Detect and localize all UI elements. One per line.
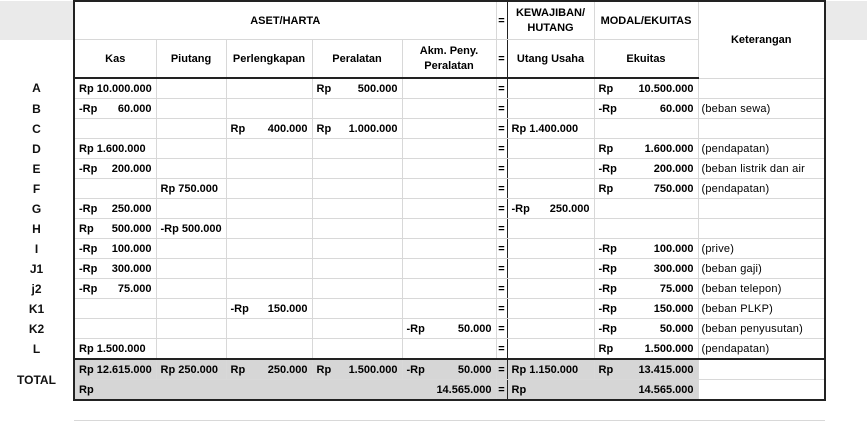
ekuitas-cell xyxy=(594,78,698,99)
row-label: j2 xyxy=(0,279,74,299)
keterangan-cell: (prive) xyxy=(698,239,825,259)
sum-keterangan xyxy=(698,380,825,401)
equals-header: = xyxy=(496,1,507,40)
kas-value: Rp 1.600.000 xyxy=(79,142,146,155)
row-header-blank-2 xyxy=(0,40,74,79)
perlengkapan-header: Perlengkapan xyxy=(226,40,312,79)
perlengkapan-cell xyxy=(226,259,312,279)
perlengkapan-cell xyxy=(226,99,312,119)
ekuitas-prefix: -Rp xyxy=(598,162,617,175)
akm-peny-cell xyxy=(402,339,496,360)
ekuitas-cell xyxy=(594,279,698,299)
aset-header: ASET/HARTA xyxy=(74,1,496,40)
kas-value: Rp 1.500.000 xyxy=(79,342,146,355)
total-ekuitas xyxy=(594,359,698,380)
empty-row xyxy=(74,400,825,421)
piutang-cell xyxy=(156,119,226,139)
perlengkapan-cell xyxy=(226,319,312,339)
kas-cell xyxy=(74,299,156,319)
kas-amount: 250.000 xyxy=(111,202,152,215)
table-row xyxy=(0,299,867,319)
spare-total xyxy=(825,359,867,380)
equals-cell: = xyxy=(496,99,507,119)
piutang-cell xyxy=(156,339,226,360)
peralatan-amount: 1.000.000 xyxy=(348,122,398,135)
spare-cell xyxy=(825,119,867,139)
keterangan-cell: (beban penyusutan) xyxy=(698,319,825,339)
keterangan-cell xyxy=(698,78,825,99)
total-perl-prefix: Rp xyxy=(230,363,246,376)
piutang-cell xyxy=(156,219,226,239)
perlengkapan-amount: 150.000 xyxy=(267,302,308,315)
kas-prefix: -Rp xyxy=(79,102,98,115)
ekuitas-cell xyxy=(594,259,698,279)
kas-cell xyxy=(74,119,156,139)
utang-usaha-cell xyxy=(507,319,594,339)
peralatan-cell xyxy=(312,239,402,259)
sum-right-prefix: Rp xyxy=(511,383,527,396)
total-equals: = xyxy=(496,359,507,380)
peralatan-prefix: Rp xyxy=(316,122,332,135)
ekuitas-amount: 750.000 xyxy=(653,182,694,195)
piutang-cell xyxy=(156,99,226,119)
row-label: B xyxy=(0,99,74,119)
kewajiban-header xyxy=(507,1,594,40)
utang-usaha-cell xyxy=(507,119,594,139)
row-label: A xyxy=(0,78,74,99)
peralatan-header: Peralatan xyxy=(312,40,402,79)
perlengkapan-cell xyxy=(226,199,312,219)
equals-header-2: = xyxy=(496,40,507,79)
spare-cell xyxy=(825,159,867,179)
spare-cell xyxy=(825,299,867,319)
table-row xyxy=(0,179,867,199)
ekuitas-prefix: Rp xyxy=(598,182,614,195)
ekuitas-prefix: -Rp xyxy=(598,282,617,295)
akm-peny-header xyxy=(402,40,496,79)
piutang-cell xyxy=(156,259,226,279)
ekuitas-cell xyxy=(594,299,698,319)
akm-peny-cell xyxy=(402,319,496,339)
spare-cell xyxy=(825,339,867,360)
kas-amount: 200.000 xyxy=(111,162,152,175)
table-row xyxy=(0,119,867,139)
kas-cell xyxy=(74,99,156,119)
kas-amount: 60.000 xyxy=(117,102,152,115)
kas-cell xyxy=(74,199,156,219)
utang-usaha-amount: 250.000 xyxy=(549,202,590,215)
total-perl-amount: 250.000 xyxy=(267,363,308,376)
row-label: G xyxy=(0,199,74,219)
equals-cell: = xyxy=(496,119,507,139)
piutang-cell xyxy=(156,199,226,219)
keterangan-cell: (beban gaji) xyxy=(698,259,825,279)
row-label: H xyxy=(0,219,74,239)
total-label: TOTAL xyxy=(0,359,74,400)
kas-cell xyxy=(74,219,156,239)
kas-cell xyxy=(74,339,156,360)
akm-peny-cell xyxy=(402,299,496,319)
peralatan-cell xyxy=(312,339,402,360)
equals-cell: = xyxy=(496,219,507,239)
peralatan-cell xyxy=(312,159,402,179)
akm-line2: Peralatan xyxy=(424,59,474,72)
ekuitas-prefix: Rp xyxy=(598,342,614,355)
peralatan-cell xyxy=(312,199,402,219)
keterangan-cell: (beban telepon) xyxy=(698,279,825,299)
utang-usaha-header: Utang Usaha xyxy=(507,40,594,79)
total-ekuitas-prefix: Rp xyxy=(598,363,614,376)
kas-amount: 100.000 xyxy=(111,242,152,255)
piutang-cell xyxy=(156,139,226,159)
kas-prefix: -Rp xyxy=(79,282,98,295)
row-label: C xyxy=(0,119,74,139)
akm-peny-cell xyxy=(402,259,496,279)
ekuitas-amount: 300.000 xyxy=(653,262,694,275)
ekuitas-prefix: -Rp xyxy=(598,322,617,335)
ekuitas-prefix: Rp xyxy=(598,82,614,95)
ekuitas-amount: 200.000 xyxy=(653,162,694,175)
peralatan-cell xyxy=(312,299,402,319)
total-akm-prefix: -Rp xyxy=(406,363,425,376)
equals-cell: = xyxy=(496,199,507,219)
perlengkapan-cell xyxy=(226,239,312,259)
utang-usaha-prefix: -Rp xyxy=(511,202,530,215)
ekuitas-cell xyxy=(594,219,698,239)
kas-amount: 500.000 xyxy=(111,222,152,235)
equals-cell: = xyxy=(496,159,507,179)
total-piutang-text: Rp 250.000 xyxy=(160,363,218,376)
utang-usaha-value: Rp 1.400.000 xyxy=(511,122,579,135)
akm-peny-cell xyxy=(402,159,496,179)
akm-peny-cell xyxy=(402,279,496,299)
kas-header: Kas xyxy=(74,40,156,79)
spare-cell xyxy=(825,279,867,299)
perlengkapan-cell xyxy=(226,119,312,139)
akm-peny-cell xyxy=(402,219,496,239)
total-kas xyxy=(74,359,156,380)
utang-usaha-cell xyxy=(507,239,594,259)
piutang-cell xyxy=(156,179,226,199)
ekuitas-cell xyxy=(594,119,698,139)
piutang-cell xyxy=(156,159,226,179)
keterangan-cell: (pendapatan) xyxy=(698,339,825,360)
equals-cell: = xyxy=(496,179,507,199)
ekuitas-header: Ekuitas xyxy=(594,40,698,79)
utang-usaha-cell xyxy=(507,219,594,239)
peralatan-cell xyxy=(312,279,402,299)
sum-right-amount: 14.565.000 xyxy=(638,383,694,396)
akm-peny-cell xyxy=(402,99,496,119)
equals-cell: = xyxy=(496,279,507,299)
total-kas-text: Rp 12.615.000 xyxy=(79,363,152,376)
utang-usaha-cell xyxy=(507,159,594,179)
ekuitas-amount: 60.000 xyxy=(659,102,694,115)
utang-usaha-cell xyxy=(507,259,594,279)
peralatan-cell xyxy=(312,139,402,159)
piutang-header: Piutang xyxy=(156,40,226,79)
ekuitas-cell xyxy=(594,99,698,119)
kas-prefix: -Rp xyxy=(79,242,98,255)
equals-cell: = xyxy=(496,319,507,339)
row-label: F xyxy=(0,179,74,199)
perlengkapan-cell xyxy=(226,219,312,239)
keterangan-cell xyxy=(698,119,825,139)
akm-peny-amount: 50.000 xyxy=(457,322,492,335)
spare-cell xyxy=(825,239,867,259)
ekuitas-prefix: -Rp xyxy=(598,302,617,315)
table-row xyxy=(0,99,867,119)
perlengkapan-prefix: Rp xyxy=(230,122,246,135)
spare-cell xyxy=(825,319,867,339)
total-piutang xyxy=(156,359,226,380)
spare-cell xyxy=(825,259,867,279)
spare-total-2 xyxy=(825,380,867,401)
keterangan-cell xyxy=(698,199,825,219)
akm-line1: Akm. Peny. xyxy=(419,44,479,57)
keterangan-cell: (beban listrik dan air xyxy=(698,159,825,179)
table-row xyxy=(0,279,867,299)
akm-peny-cell xyxy=(402,119,496,139)
kas-amount: 75.000 xyxy=(117,282,152,295)
sum-assets-amount: 14.565.000 xyxy=(436,383,492,396)
perlengkapan-cell xyxy=(226,139,312,159)
piutang-value: -Rp 500.000 xyxy=(160,222,222,235)
table-row xyxy=(0,219,867,239)
table-row xyxy=(0,339,867,360)
utang-usaha-cell xyxy=(507,139,594,159)
utang-usaha-cell xyxy=(507,78,594,99)
peralatan-prefix: Rp xyxy=(316,82,332,95)
kewajiban-line2: HUTANG xyxy=(527,21,574,34)
ekuitas-amount: 75.000 xyxy=(659,282,694,295)
utang-usaha-cell xyxy=(507,339,594,360)
row-label: J1 xyxy=(0,259,74,279)
ekuitas-cell xyxy=(594,159,698,179)
modal-header: MODAL/EKUITAS xyxy=(594,1,698,40)
table-row xyxy=(0,199,867,219)
ekuitas-amount: 150.000 xyxy=(653,302,694,315)
equals-cell: = xyxy=(496,299,507,319)
transaction-rows xyxy=(0,78,867,359)
spare-empty xyxy=(825,400,867,421)
piutang-cell xyxy=(156,279,226,299)
keterangan-header: Keterangan xyxy=(698,1,825,78)
equals-cell: = xyxy=(496,78,507,99)
peralatan-amount: 500.000 xyxy=(357,82,398,95)
piutang-cell xyxy=(156,78,226,99)
spare-cell xyxy=(825,139,867,159)
utang-usaha-cell xyxy=(507,279,594,299)
table-row xyxy=(0,239,867,259)
ekuitas-amount: 1.600.000 xyxy=(644,142,694,155)
kas-prefix: Rp xyxy=(79,222,94,235)
spare-cell xyxy=(825,199,867,219)
kas-cell xyxy=(74,279,156,299)
peralatan-cell xyxy=(312,259,402,279)
kas-value: Rp 10.000.000 xyxy=(79,82,152,95)
akm-peny-prefix: -Rp xyxy=(406,322,425,335)
akm-peny-cell xyxy=(402,239,496,259)
total-utang xyxy=(507,359,594,380)
kas-prefix: -Rp xyxy=(79,162,98,175)
row-label: I xyxy=(0,239,74,259)
total-keterangan xyxy=(698,359,825,380)
kas-prefix: -Rp xyxy=(79,262,98,275)
ekuitas-cell xyxy=(594,319,698,339)
total-peralatan xyxy=(312,359,402,380)
ekuitas-prefix: Rp xyxy=(598,142,614,155)
equals-cell: = xyxy=(496,239,507,259)
spare-cell xyxy=(825,219,867,239)
akm-peny-cell xyxy=(402,199,496,219)
piutang-cell xyxy=(156,319,226,339)
row-header-empty xyxy=(0,400,74,421)
spare-cell xyxy=(825,99,867,119)
row-label: E xyxy=(0,159,74,179)
ekuitas-cell xyxy=(594,199,698,219)
total-perlengkapan xyxy=(226,359,312,380)
piutang-cell xyxy=(156,299,226,319)
spare-cell xyxy=(825,78,867,99)
keterangan-cell: (beban sewa) xyxy=(698,99,825,119)
utang-usaha-cell xyxy=(507,179,594,199)
ekuitas-cell xyxy=(594,239,698,259)
perlengkapan-cell xyxy=(226,159,312,179)
kewajiban-line1: KEWAJIBAN/ xyxy=(515,6,586,19)
ekuitas-amount: 100.000 xyxy=(653,242,694,255)
utang-usaha-cell xyxy=(507,299,594,319)
ekuitas-prefix: -Rp xyxy=(598,242,617,255)
total-peral-amount: 1.500.000 xyxy=(348,363,398,376)
kas-cell xyxy=(74,239,156,259)
equals-cell: = xyxy=(496,339,507,360)
akm-peny-cell xyxy=(402,78,496,99)
total-peral-prefix: Rp xyxy=(316,363,332,376)
table-row xyxy=(0,159,867,179)
equals-cell: = xyxy=(496,259,507,279)
perlengkapan-cell xyxy=(226,78,312,99)
ekuitas-prefix: -Rp xyxy=(598,262,617,275)
keterangan-cell xyxy=(698,219,825,239)
spare-cell xyxy=(825,179,867,199)
total-utang-text: Rp 1.150.000 xyxy=(511,363,579,376)
table-row xyxy=(0,139,867,159)
piutang-value: Rp 750.000 xyxy=(160,182,218,195)
utang-usaha-cell xyxy=(507,199,594,219)
row-label: K2 xyxy=(0,319,74,339)
keterangan-cell: (beban PLKP) xyxy=(698,299,825,319)
kas-amount: 300.000 xyxy=(111,262,152,275)
table-row xyxy=(0,319,867,339)
kas-cell xyxy=(74,319,156,339)
sum-equals: = xyxy=(496,380,507,401)
ekuitas-prefix: -Rp xyxy=(598,102,617,115)
peralatan-cell xyxy=(312,179,402,199)
spare-cell-2 xyxy=(825,40,867,79)
total-akm xyxy=(402,359,496,380)
peralatan-cell xyxy=(312,78,402,99)
perlengkapan-cell xyxy=(226,179,312,199)
kas-cell xyxy=(74,139,156,159)
akm-peny-cell xyxy=(402,179,496,199)
table-row xyxy=(0,259,867,279)
row-header-blank xyxy=(0,1,74,40)
keterangan-cell: (pendapatan) xyxy=(698,179,825,199)
sum-assets xyxy=(74,380,496,401)
sum-assets-prefix: Rp xyxy=(79,383,94,396)
utang-usaha-cell xyxy=(507,99,594,119)
peralatan-cell xyxy=(312,119,402,139)
ekuitas-cell xyxy=(594,179,698,199)
perlengkapan-prefix: -Rp xyxy=(230,302,249,315)
peralatan-cell xyxy=(312,219,402,239)
piutang-cell xyxy=(156,239,226,259)
akm-peny-cell xyxy=(402,139,496,159)
perlengkapan-cell xyxy=(226,279,312,299)
kas-cell xyxy=(74,78,156,99)
ekuitas-amount: 1.500.000 xyxy=(644,342,694,355)
sum-liabilities-equity xyxy=(507,380,698,401)
ekuitas-amount: 10.500.000 xyxy=(638,82,694,95)
total-akm-amount: 50.000 xyxy=(457,363,492,376)
kas-cell xyxy=(74,179,156,199)
ekuitas-cell xyxy=(594,339,698,360)
perlengkapan-cell xyxy=(226,299,312,319)
ekuitas-amount: 50.000 xyxy=(659,322,694,335)
kas-prefix: -Rp xyxy=(79,202,98,215)
table-row xyxy=(0,78,867,99)
equals-cell: = xyxy=(496,139,507,159)
spare-cell xyxy=(825,1,867,40)
peralatan-cell xyxy=(312,99,402,119)
perlengkapan-cell xyxy=(226,339,312,360)
kas-cell xyxy=(74,259,156,279)
perlengkapan-amount: 400.000 xyxy=(267,122,308,135)
kas-cell xyxy=(74,159,156,179)
ekuitas-cell xyxy=(594,139,698,159)
total-ekuitas-amount: 13.415.000 xyxy=(638,363,694,376)
peralatan-cell xyxy=(312,319,402,339)
row-label: L xyxy=(0,339,74,360)
row-label: K1 xyxy=(0,299,74,319)
row-label: D xyxy=(0,139,74,159)
keterangan-cell: (pendapatan) xyxy=(698,139,825,159)
